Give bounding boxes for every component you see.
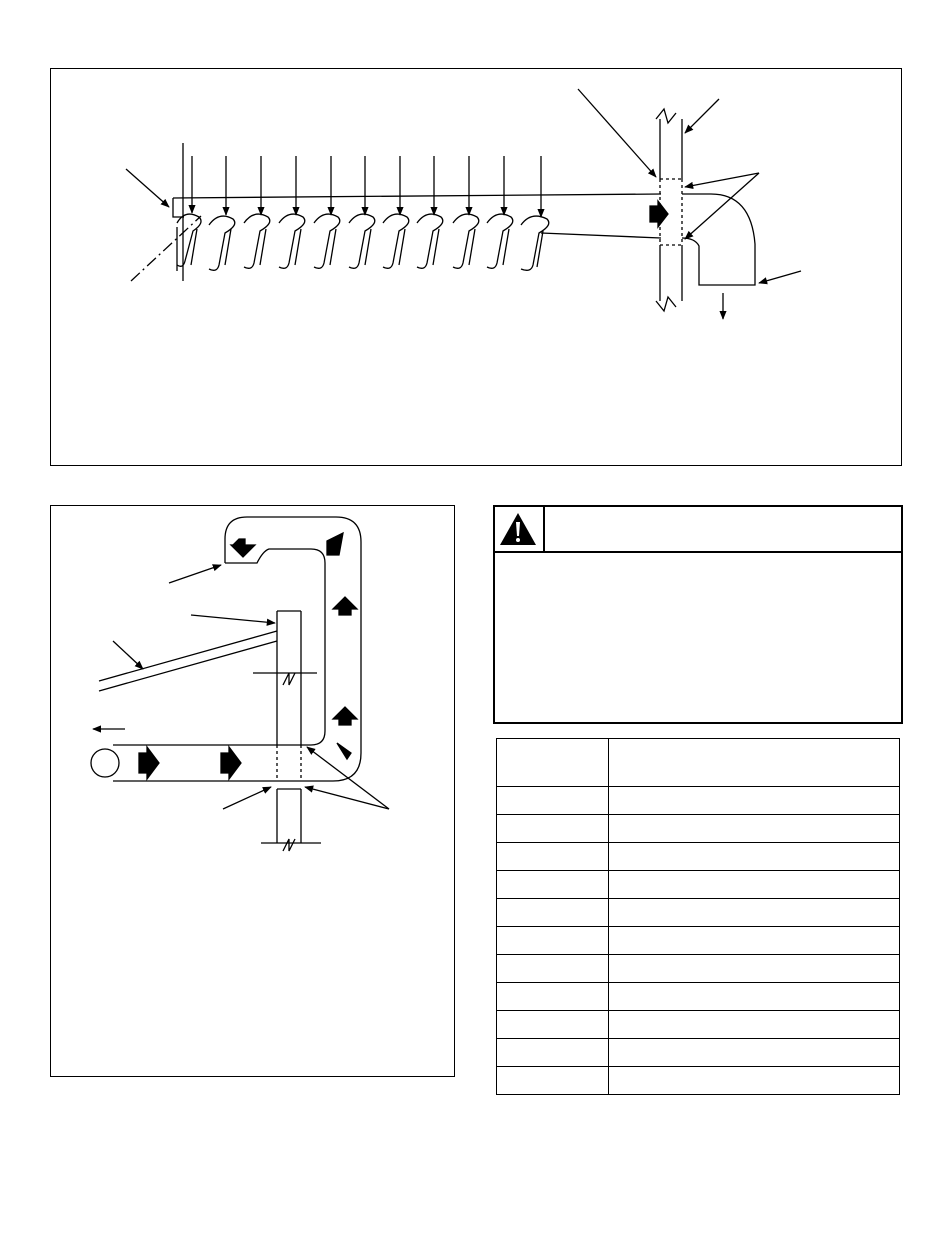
manifold-diagram-svg [51,69,901,465]
table-row [497,815,900,843]
table-header-row [497,739,900,787]
table-row [497,787,900,815]
table-row [497,955,900,983]
table-header-cell [609,739,900,787]
manifold-pipe [173,194,661,238]
table-cell [497,787,609,815]
vent-loop-svg [51,506,454,1076]
figure-vent-loop-diagram [50,505,455,1077]
table-cell [609,1039,900,1067]
table-row [497,899,900,927]
table-cell [609,1067,900,1095]
table-row [497,1011,900,1039]
table-cell [497,983,609,1011]
table-row [497,871,900,899]
table-cell [609,955,900,983]
table-row [497,927,900,955]
table-cell [497,1039,609,1067]
table-cell [497,871,609,899]
figure-manifold-diagram [50,68,902,466]
table-cell [497,927,609,955]
pipe-end-circle [91,749,119,777]
table-row [497,843,900,871]
warning-header [495,507,901,553]
table-cell [609,815,900,843]
vent-elbow [682,194,755,285]
table-header-cell [497,739,609,787]
exclamation-triangle-icon [495,507,541,551]
table-row [497,1067,900,1095]
table-cell [497,1067,609,1095]
flow-arrow-icon [650,201,668,227]
burner-tubes [177,214,549,271]
table-cell [609,1011,900,1039]
table-row [497,983,900,1011]
table-cell [609,983,900,1011]
flow-arrows [139,533,357,779]
table-row [497,1039,900,1067]
table-cell [609,871,900,899]
table-cell [497,1011,609,1039]
table-cell [609,787,900,815]
centerline [131,216,201,281]
warning-icon-cell [495,507,545,551]
table-cell [497,843,609,871]
wall-section [253,611,321,851]
data-table [496,738,900,1095]
table-cell [497,899,609,927]
table-cell [497,815,609,843]
table-cell [609,843,900,871]
warning-box [493,505,903,724]
strut [99,631,277,691]
table-cell [497,955,609,983]
table-cell [609,927,900,955]
table-cell [609,899,900,927]
